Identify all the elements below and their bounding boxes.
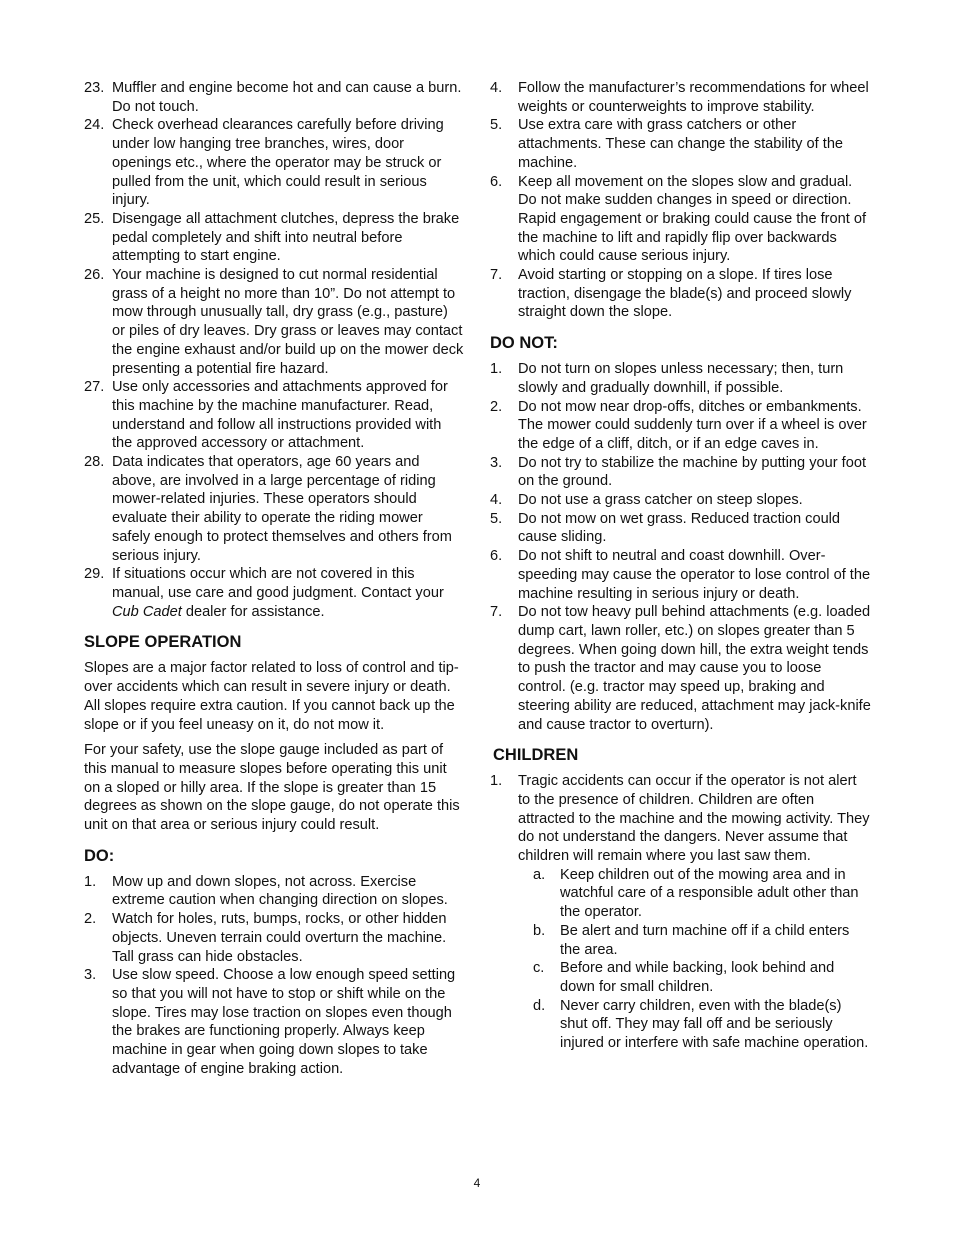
item-text: Mow up and down slopes, not across. Exercise extreme caution when changing direction on slopes.	[112, 873, 448, 909]
item-number: 1.	[84, 873, 97, 890]
item-text: Do not use a grass catcher on steep slopes.	[518, 492, 803, 509]
item-text: Tragic accidents can occur if the operator is not alert to the presence of children. Children are often attracted to the machine and the mowing activity. They do not understand the dangers. Never assume that children will remain where you last saw them.	[518, 773, 870, 865]
list-item	[490, 603, 872, 734]
list-item	[490, 79, 872, 116]
slope-paragraph: Slopes are a major factor related to loss of control and tip-over accidents which can result in severe injury or death. All slopes require extra caution. If you cannot back up the slope or if you feel uneasy on it, do not mow it.	[84, 660, 459, 733]
list-item	[84, 266, 464, 378]
item-number: 29.	[84, 566, 105, 583]
children-heading: CHILDREN	[493, 746, 579, 765]
list-item	[490, 360, 872, 397]
list-item	[84, 565, 464, 621]
sub-list-item	[533, 866, 872, 922]
item-number: 23.	[84, 80, 105, 96]
item-text: Muffler and engine become hot and can cause a burn. Do not touch.	[112, 80, 462, 115]
page-number: 4	[473, 1176, 481, 1190]
item-number: 7.	[490, 604, 503, 621]
item-text: Before and while backing, look behind and down for small children.	[560, 960, 835, 995]
item-text: Do not mow near drop-offs, ditches or embankments. The mower could suddenly turn over if a wheel is over the edge of a cliff, ditch, or if an edge caves in.	[518, 398, 867, 452]
list-item	[490, 547, 872, 603]
item-letter: c.	[533, 960, 545, 977]
item-number: 24.	[84, 117, 105, 134]
item-text: Never carry children, even with the blade(s) shut off. They may fall off and be seriously injured or interfere with safe machine operation.	[560, 997, 869, 1052]
slope-paragraph: For your safety, use the slope gauge included as part of this manual to measure slopes before operating this unit on a sloped or hilly area. If the slope is greater than 15 degrees as shown on the slope gauge, do not operate this unit on that area or serious injury could result.	[84, 742, 460, 834]
list-item	[490, 491, 872, 510]
list-item	[490, 398, 872, 454]
item-text-part: dealer for assistance.	[181, 603, 325, 620]
list-item	[84, 116, 464, 210]
item-letter: d.	[533, 997, 546, 1014]
list-item	[84, 378, 464, 453]
sub-list-item	[533, 997, 872, 1053]
list-item	[490, 510, 872, 547]
item-text: Disengage all attachment clutches, depress the brake pedal completely and shift into neutral before attempting to start engine.	[112, 210, 460, 265]
item-text-part: If situations occur which are not covered in this manual, use care and good judgment. Contact your	[112, 566, 444, 601]
list-item	[84, 453, 464, 565]
item-text: Your machine is designed to cut normal residential grass of a height no more than 10”. Do not attempt to mow through unusually tall, dry grass (e.g., pasture) or piles of dry leaves. Dry grass or leaves may contact the engine exhaust and/or build up on the mower deck presenting a potential fire hazard.	[112, 267, 464, 377]
item-text: Watch for holes, ruts, bumps, rocks, or other hidden objects. Uneven terrain could overturn the machine. Tall grass can hide obstacles.	[112, 911, 447, 965]
do-not-heading: DO NOT:	[490, 334, 558, 353]
list-item	[84, 966, 464, 1078]
item-number: 7.	[490, 267, 503, 284]
left-column	[84, 79, 464, 1078]
item-number: 28.	[84, 454, 105, 471]
item-text: Do not turn on slopes unless necessary; then, turn slowly and gradually downhill, if possible.	[518, 361, 844, 396]
list-item	[490, 116, 872, 172]
item-letter: a.	[533, 866, 546, 883]
item-number: 4.	[490, 492, 503, 509]
item-text: Do not tow heavy pull behind attachments (e.g. loaded dump cart, lawn roller, etc.) on slopes greater than 5 degrees. When going down hill, the extra weight tends to push the tractor and may cause you to loose control. (e.g. tractor may speed up, braking and steering ability are reduced, attachment may jack-knife and cause tractor to overturn).	[518, 604, 871, 733]
list-item	[490, 454, 872, 491]
item-number: 3.	[490, 454, 503, 471]
item-text: Keep all movement on the slopes slow and gradual. Do not make sudden changes in speed or direction. Rapid engagement or braking could cause the front of the machine to lift and rapidly flip over backwards which could cause serious injury.	[518, 173, 867, 265]
item-number: 1.	[490, 773, 503, 790]
sub-list-item	[533, 959, 872, 996]
item-text: Use extra care with grass catchers or other attachments. These can change the stability of the machine.	[518, 117, 844, 171]
brand-name: Cub Cadet	[112, 603, 182, 620]
item-number: 4.	[490, 80, 503, 96]
item-text: Be alert and turn machine off if a child enters the area.	[560, 922, 850, 958]
list-item	[84, 79, 464, 116]
item-number: 2.	[490, 398, 503, 415]
item-text: Avoid starting or stopping on a slope. If tires lose traction, disengage the blade(s) and proceed slowly straight down the slope.	[518, 267, 852, 321]
item-letter: b.	[533, 922, 546, 939]
item-number: 5.	[490, 510, 503, 527]
item-number: 25.	[84, 210, 105, 227]
item-number: 27.	[84, 379, 105, 396]
item-text: Do not shift to neutral and coast downhill. Over-speeding may cause the operator to lose control of the machine resulting in serious injury or death.	[518, 548, 871, 602]
list-item	[490, 772, 872, 866]
item-text: Use slow speed. Choose a low enough speed setting so that you will not have to stop or shift while on the slope. Tires may lose traction on slopes even though the brakes are functioning properly. Always keep machine in gear when going down slopes to take advantage of engine braking action.	[112, 967, 456, 1077]
item-text: Do not mow on wet grass. Reduced traction could cause sliding.	[518, 510, 841, 546]
list-item	[490, 173, 872, 267]
item-number: 5.	[490, 117, 503, 134]
list-item	[84, 210, 464, 266]
do-heading: DO:	[84, 846, 115, 865]
sub-list-item	[533, 922, 872, 959]
item-number: 6.	[490, 548, 503, 565]
list-item	[490, 266, 872, 322]
item-text: Use only accessories and attachments approved for this machine by the machine manufacturer. Read, understand and follow all instructions provided with the approved accessory or attachment.	[112, 379, 448, 452]
item-number: 3.	[84, 967, 97, 984]
item-text	[112, 565, 464, 621]
item-number: 6.	[490, 173, 503, 190]
item-number: 1.	[490, 361, 503, 378]
item-text: Check overhead clearances carefully before driving under low hanging tree branches, wires, door openings etc., where the operator may be struck or pulled from the unit, which could result in serious injury.	[112, 117, 444, 209]
item-text: Follow the manufacturer’s recommendations for wheel weights or counterweights to improve stability.	[518, 80, 869, 115]
list-item	[84, 910, 464, 966]
slope-operation-heading: SLOPE OPERATION	[84, 633, 242, 652]
item-number: 2.	[84, 911, 97, 928]
item-text: Keep children out of the mowing area and in watchful care of a responsible adult other than the operator.	[560, 866, 859, 921]
item-text: Do not try to stabilize the machine by putting your foot on the ground.	[518, 454, 867, 490]
right-column	[490, 79, 872, 1053]
item-number: 26.	[84, 267, 105, 284]
list-item	[84, 873, 464, 910]
item-text: Data indicates that operators, age 60 years and above, are involved in a large percentage of riding mower-related injuries. These operators should evaluate their ability to operate the riding mower safely enough to protect themselves and others from serious injury.	[112, 454, 452, 564]
